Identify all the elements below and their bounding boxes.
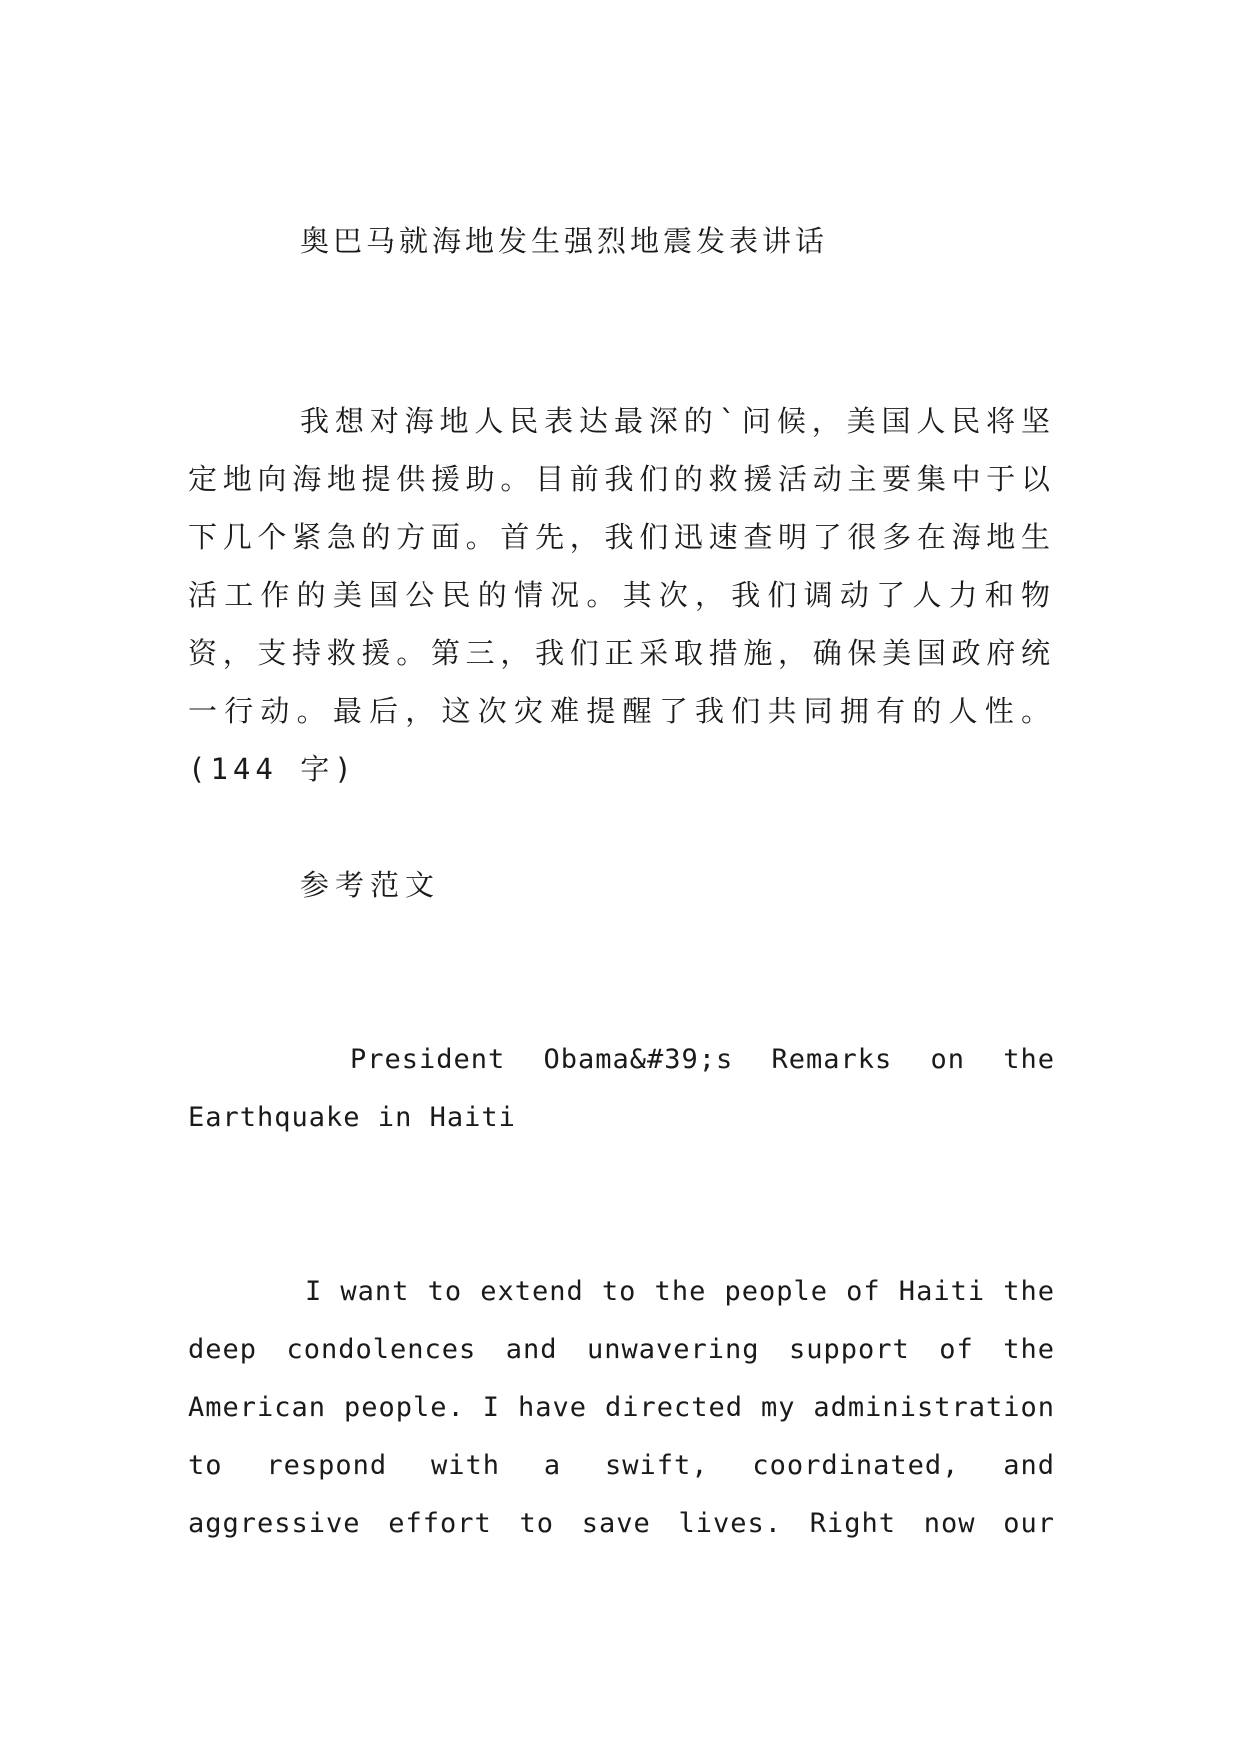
english-title: President Obama&#39;s Remarks on the Earthquake in Haiti bbox=[188, 1044, 1055, 1133]
chinese-title: 奥巴马就海地发生强烈地震发表讲话 bbox=[300, 224, 829, 258]
english-body-paragraph: I want to extend to the people of Haiti the deep condolences and unwavering support of the American people. I have directed my administration to respond with a swift, coordinated, and aggressive effort to save lives. Right now our bbox=[188, 1276, 1055, 1539]
chinese-summary-paragraph: 我想对海地人民表达最深的`问候，美国人民将坚定地向海地提供援助。目前我们的救援活动主要集中于以下几个紧急的方面。首先，我们迅速查明了很多在海地生活工作的美国公民的情况。其次，我们调动了人力和物资，支持救援。第三，我们正采取措施，确保美国政府统一行动。最后，这次灾难提醒了我们共同拥有的人性。(144 字) bbox=[188, 404, 1055, 786]
reference-heading: 参考范文 bbox=[300, 868, 441, 902]
